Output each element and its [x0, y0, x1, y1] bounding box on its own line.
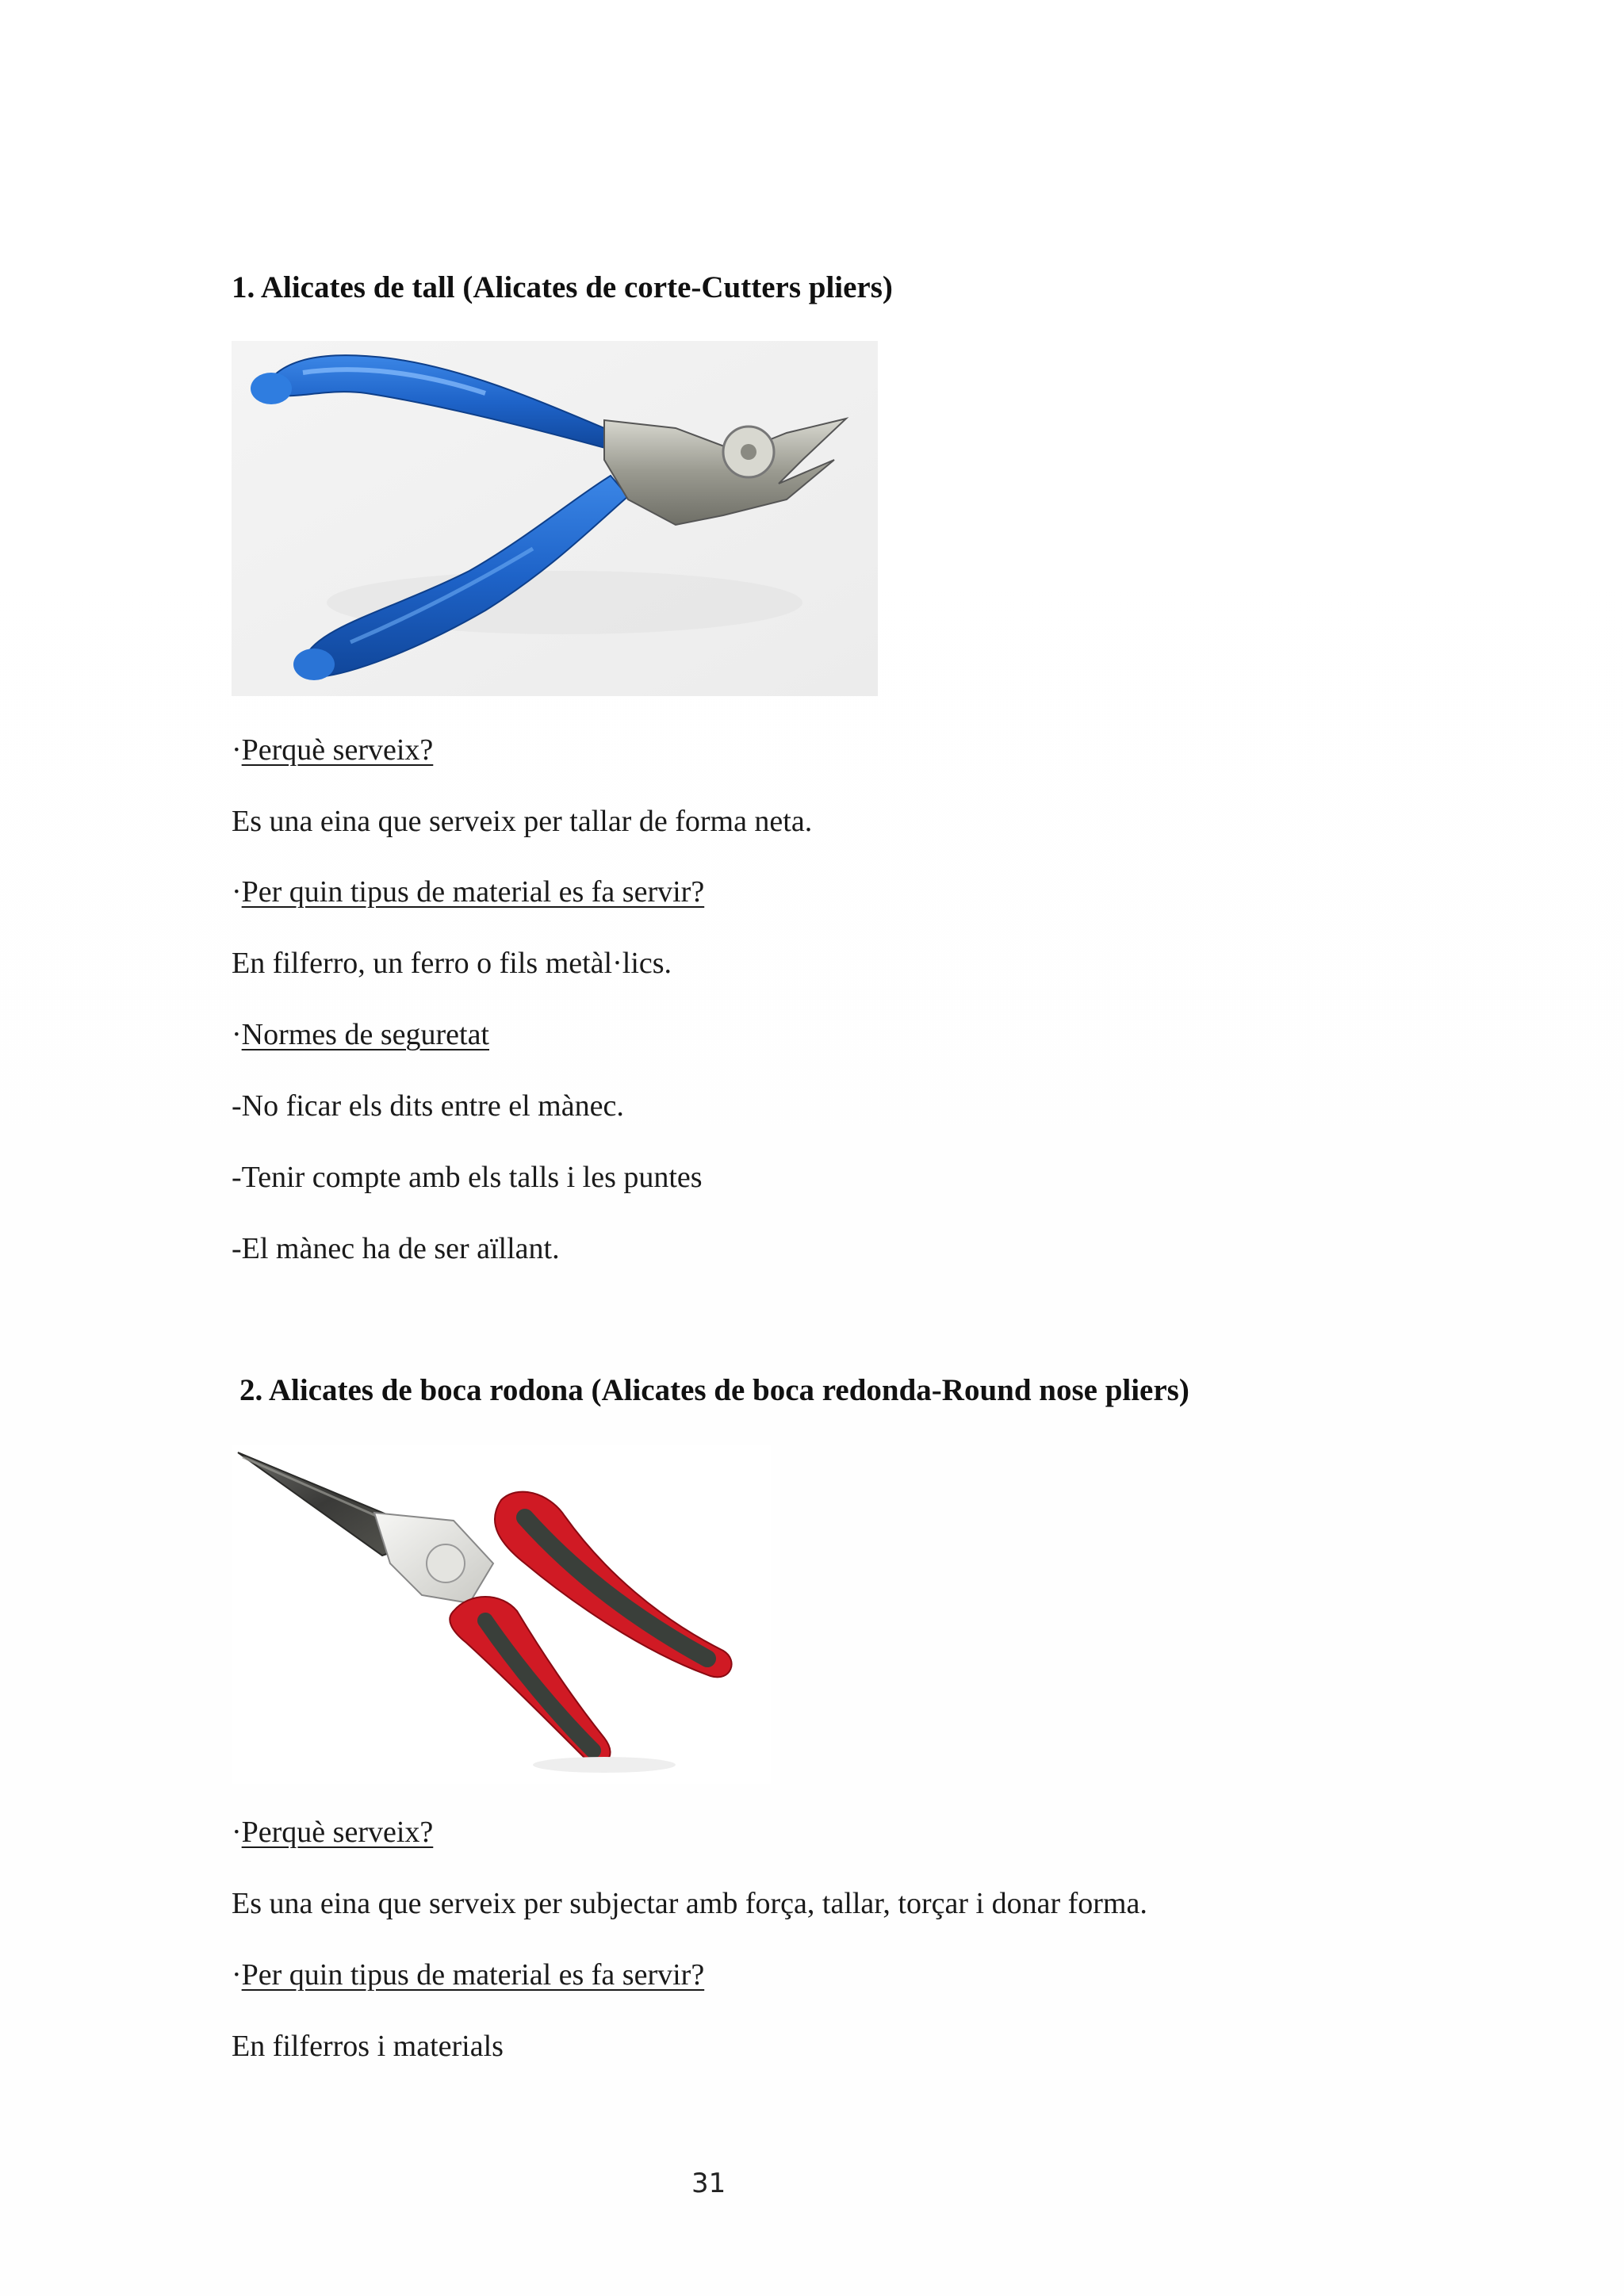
section-1-heading: 1. Alicates de tall (Alicates de corte-Cutters pliers) [232, 270, 893, 304]
safety-rule: -Tenir compte amb els talls i les puntes [232, 1161, 703, 1194]
section-2-heading: 2. Alicates de boca rodona (Alicates de boca redonda-Round nose pliers) [239, 1373, 1189, 1407]
section-2-answer-1: Es una eina que serveix per subjectar amb força, tallar, torçar i donar forma. [232, 1887, 1147, 1920]
page-number: 31 [691, 2168, 726, 2199]
bullet-dot: · [232, 875, 242, 909]
question-text: Normes de seguretat [241, 1018, 489, 1051]
section-2-question-2 [232, 1956, 704, 1994]
safety-rule: -El mànec ha de ser aïllant. [232, 1232, 560, 1265]
section-1-question-2 [232, 873, 704, 911]
bullet-dot: · [232, 1018, 242, 1051]
bullet-dot: · [232, 1816, 242, 1849]
section-1-question-3 [232, 1016, 489, 1054]
section-2-answer-2: En filferros i materials [232, 2030, 504, 2063]
section-1-answer-1: Es una eina que serveix per tallar de forma neta. [232, 805, 813, 838]
round-nose-pliers-image [232, 1445, 771, 1784]
safety-rule: -No ficar els dits entre el mànec. [232, 1089, 624, 1123]
question-text: Per quin tipus de material es fa servir? [241, 1958, 705, 1992]
section-1-answer-2: En filferro, un ferro o fils metàl·lics. [232, 947, 672, 980]
section-1-question-1 [232, 731, 433, 769]
cutting-pliers-image [232, 341, 878, 696]
question-text: Per quin tipus de material es fa servir? [241, 875, 705, 909]
section-2-question-1 [232, 1813, 433, 1851]
bullet-dot: · [232, 1958, 242, 1992]
question-text: Perquè serveix? [241, 733, 434, 767]
bullet-dot: · [232, 733, 242, 767]
question-text: Perquè serveix? [241, 1816, 434, 1849]
